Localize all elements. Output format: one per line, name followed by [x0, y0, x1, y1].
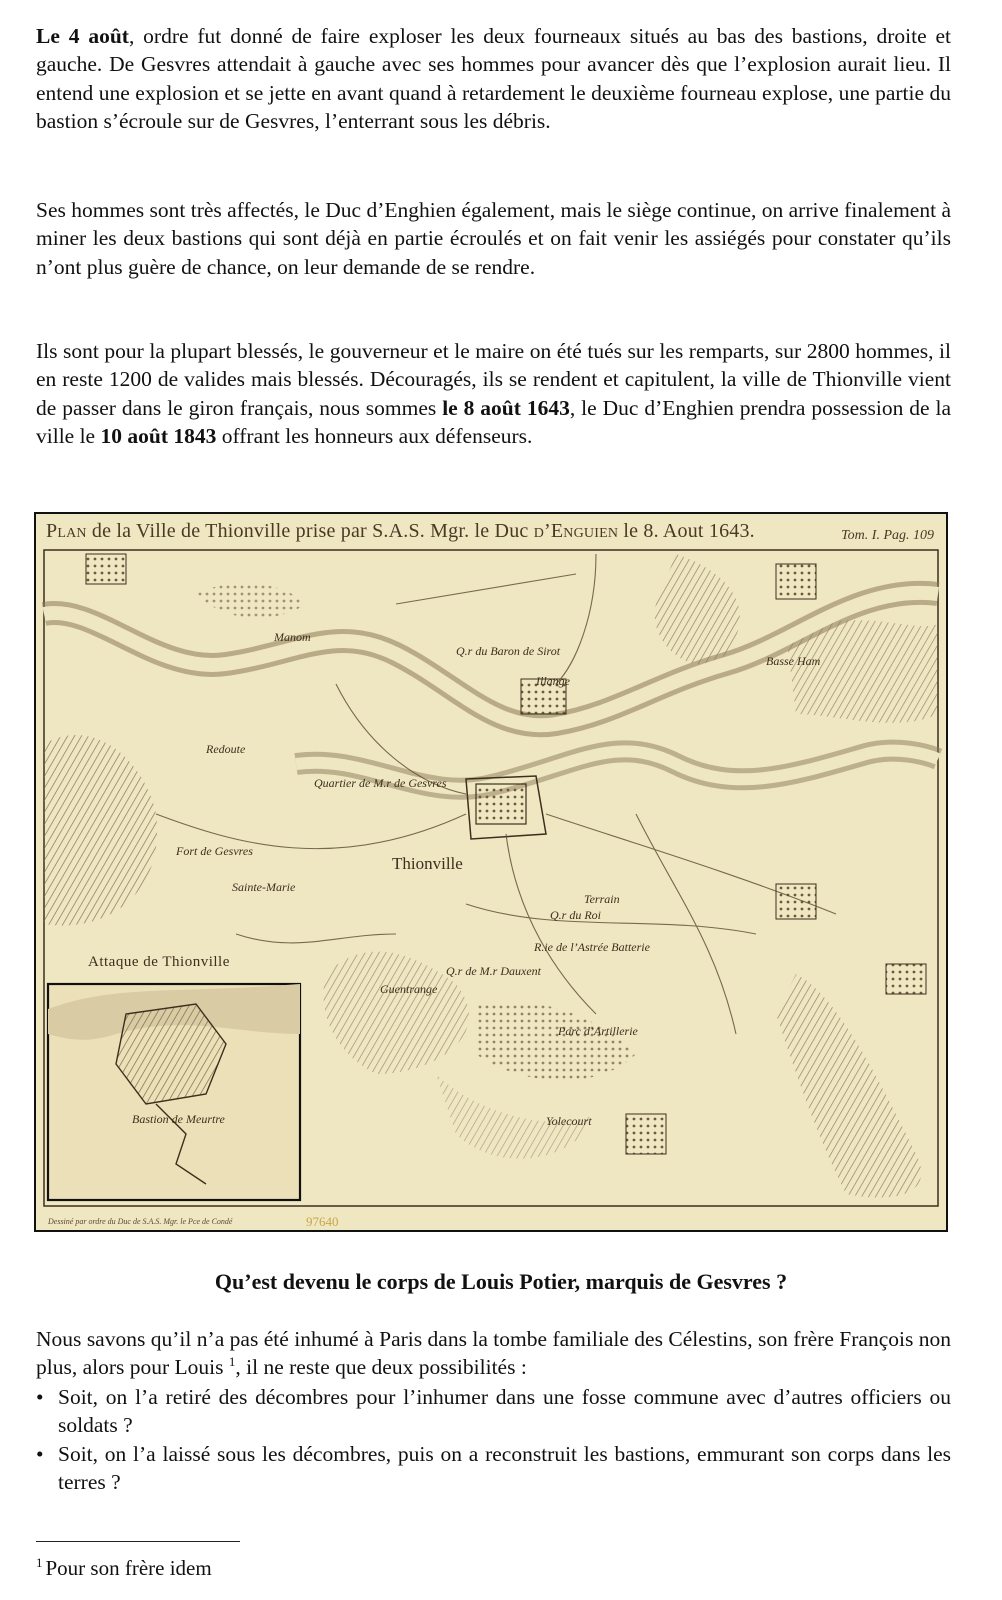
possibilities-list [36, 1383, 951, 1497]
map-label-quartier-dauxent: Q.r de M.r Dauxent [446, 964, 541, 978]
date-4-aout: Le 4 août [36, 24, 129, 48]
map-library-stamp: 97640 [306, 1214, 339, 1229]
map-label-guentrange: Guentrange [380, 982, 438, 996]
map-label-parc-artillerie: Parc d’Artillerie [558, 1024, 638, 1038]
map-label-bastion: Bastion de Meurtre [132, 1112, 225, 1126]
paragraph-4-text-a: Nous savons qu’il n’a pas été inhumé à Paris dans la tombe familiale des Célestins, son frère François non plus, alors pour Louis [36, 1327, 951, 1380]
paragraph-siege-explosion [36, 22, 951, 136]
footnote-mark: 1 [36, 1555, 43, 1570]
footnote-reference: 1 [228, 1354, 236, 1370]
map-label-yolecourt: Yolecourt [546, 1114, 592, 1128]
paragraph-siege-continues [36, 196, 951, 281]
map-label-attaque: Attaque de Thionville [88, 954, 230, 970]
list-item-text: Soit, on l’a retiré des décombres pour l’inhumer dans une fosse commune avec d’autres officiers ou soldats ? [58, 1385, 951, 1438]
map-label-quartier-baron: Q.r du Baron de Sirot [456, 644, 561, 658]
map-label-batterie: R.ie de l’Astrée Batterie [534, 940, 650, 954]
map-label-illange: Illange [536, 674, 570, 688]
map-label-quartier-gesvres: Quartier de M.r de Gesvres [314, 776, 447, 790]
map-label-manom: Manom [274, 630, 311, 644]
map-page-reference: Tom. I. Pag. 109 [841, 528, 934, 543]
paragraph-3-text-b: , le Duc d’Enghien prendra possession de la ville le [36, 395, 952, 449]
siege-map-image [34, 512, 948, 1232]
list-item [36, 1440, 951, 1497]
paragraph-1-text: , ordre fut donné de faire exploser les deux fourneaux situés au bas des bastions, droite et gauche. De Gesvres attendait à gauche avec ses hommes pour avancer dès que l’explosion aurait lieu. Il entend une explosion et se jette en avant quand à retardement le deuxième fourneau explose, une partie du bastion s’écroule sur de Gesvres, l’enterrant sous les débris. [36, 24, 951, 134]
paragraph-3-text-c: offrant les honneurs aux défenseurs. [216, 424, 533, 449]
bullet-glyph: • [36, 1441, 44, 1466]
map-label-sainte-marie: Sainte-Marie [232, 880, 296, 894]
map-label-thionville: Thionville [392, 854, 463, 873]
paragraph-capitulation [36, 337, 951, 451]
map-label-quartier-roi: Q.r du Roi [550, 908, 601, 922]
paragraph-2-text: Ses hommes sont très affectés, le Duc d’Enghien également, mais le siège continue, on arrive finalement à miner les deux bastions qui sont déjà en partie écroulés et on fait venir les assiégés pour constater qu’ils n’ont plus guère de chance, on leur demande de se rendre. [36, 198, 951, 279]
footnote [36, 1556, 212, 1581]
footnote-separator [36, 1541, 240, 1542]
date-10-aout: 10 août 1843 [100, 424, 217, 449]
paragraph-burial-hypotheses [36, 1325, 951, 1382]
paragraph-3-text-a: Ils sont pour la plupart blessés, le gouverneur et le maire on été tués sur les remparts, sur 2800 hommes, il en reste 1200 de valides mais blessés. Découragés, ils se rendent et capitulent, la ville de Thionville vient de passer dans le giron français, nous sommes [36, 339, 951, 420]
map-label-redoute: Redoute [206, 742, 246, 756]
paragraph-4-text-b: , il ne reste que deux possibilités : [235, 1355, 527, 1380]
list-item-text: Soit, on l’a laissé sous les décombres, puis on a reconstruit les bastions, emmurant son corps dans les terres ? [58, 1441, 951, 1495]
map-title-rest: de la Ville de Thionville prise par S.A.S. Mgr. le Duc [86, 520, 534, 542]
map-label-basse-ham: Basse Ham [766, 654, 821, 668]
map-label-terrain: Terrain [584, 892, 620, 906]
map-title-enguien: d’Enguien [533, 520, 619, 542]
map-title-end: le 8. Aout 1643. [618, 520, 755, 542]
date-8-aout: le 8 août 1643 [442, 395, 570, 420]
footnote-text: Pour son frère idem [45, 1556, 212, 1580]
section-question-heading: Qu’est devenu le corps de Louis Potier, marquis de Gesvres ? [214, 1269, 788, 1294]
map-title-plan: Plan [46, 520, 87, 542]
map-label-fort-gesvres: Fort de Gesvres [176, 844, 253, 858]
bullet-glyph: • [36, 1385, 44, 1409]
list-item [36, 1383, 951, 1440]
map-title [46, 520, 755, 543]
map-credit: Dessiné par ordre du Duc de S.A.S. Mgr. le Pce de Condé [48, 1217, 233, 1226]
